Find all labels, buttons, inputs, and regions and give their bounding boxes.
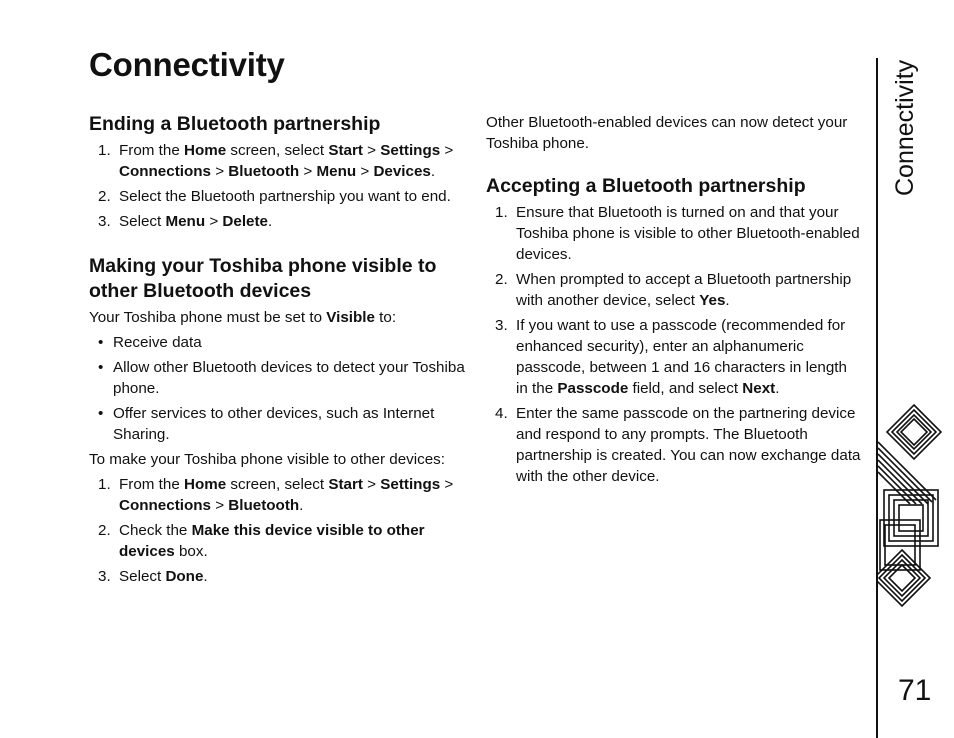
visible-step-3	[89, 566, 469, 587]
visible-intro	[89, 307, 469, 328]
text: Select	[119, 213, 166, 230]
text: >	[356, 163, 374, 180]
visible-step-2	[89, 520, 469, 562]
ui-term-bluetooth: Bluetooth	[228, 163, 300, 180]
ui-term-make-visible: Make this device visible to other devices	[119, 522, 425, 560]
text: >	[362, 476, 381, 493]
ending-step-3	[89, 211, 469, 232]
text: Select	[119, 568, 166, 585]
ui-term-settings: Settings	[380, 476, 441, 493]
text: When prompted to accept a Bluetooth partnership with another device, select	[516, 271, 852, 309]
step-number: 2.	[98, 188, 111, 205]
text: screen, select	[226, 476, 329, 493]
visible-steps	[89, 474, 469, 587]
ui-term-passcode: Passcode	[557, 380, 629, 397]
detect-note: Other Bluetooth-enabled devices can now detect your Toshiba phone.	[486, 114, 848, 152]
text: .	[299, 497, 304, 514]
ending-step-2	[89, 186, 469, 207]
text: From the	[119, 476, 184, 493]
ui-term-menu: Menu	[316, 163, 357, 180]
step-number: 1.	[98, 476, 111, 493]
text: Your Toshiba phone must be set to	[89, 309, 327, 326]
step-number: 3.	[495, 317, 508, 334]
text: .	[203, 568, 208, 585]
text: Receive data	[113, 334, 202, 351]
ui-term-visible: Visible	[326, 309, 375, 326]
text: Check the	[119, 522, 192, 539]
visible-step-1	[89, 474, 469, 516]
ending-steps	[89, 140, 469, 232]
step-number: 1.	[98, 142, 111, 159]
visible-bullets	[89, 332, 469, 445]
ui-term-next: Next	[742, 380, 776, 397]
accepting-step-1	[486, 202, 862, 265]
ui-term-menu: Menu	[165, 213, 206, 230]
text: If you want to use a passcode (recommended for enhanced security), enter an alphanumeric passcode, between 1 and 16 characters in length in the	[516, 317, 847, 397]
step-number: 2.	[495, 271, 508, 288]
heading-ending-partnership: Ending a Bluetooth partnership	[89, 113, 381, 135]
text: >	[210, 163, 229, 180]
margin-rule	[876, 58, 878, 738]
heading-accepting-partnership: Accepting a Bluetooth partnership	[486, 175, 806, 197]
text: .	[268, 213, 273, 230]
step-number: 4.	[495, 405, 508, 422]
text: Offer services to other devices, such as Internet Sharing.	[113, 405, 435, 443]
text: Select the Bluetooth partnership you want to end.	[119, 188, 451, 205]
text: >	[299, 163, 317, 180]
heading-make-visible: Making your Toshiba phone visible to other Bluetooth devices	[89, 255, 437, 302]
accepting-step-4	[486, 403, 862, 487]
step-number: 2.	[98, 522, 111, 539]
ui-term-delete: Delete	[222, 213, 268, 230]
step-number: 3.	[98, 568, 111, 585]
text: From the	[119, 142, 184, 159]
list-item	[89, 357, 469, 399]
text: >	[210, 497, 229, 514]
spacer	[89, 236, 469, 254]
to-make-visible: To make your Toshiba phone visible to other devices:	[89, 451, 445, 468]
page-title: Connectivity	[89, 46, 285, 83]
accepting-step-3	[486, 315, 862, 399]
text: >	[362, 142, 381, 159]
ui-term-settings: Settings	[380, 142, 441, 159]
ui-term-bluetooth: Bluetooth	[228, 497, 300, 514]
accepting-step-2	[486, 269, 862, 311]
ending-step-1	[89, 140, 469, 182]
ui-term-yes: Yes	[699, 292, 726, 309]
text: Enter the same passcode on the partnering device and respond to any prompts. The Bluetooth partnership is created. You can now exchange data with the other device.	[516, 405, 861, 485]
text: screen, select	[226, 142, 329, 159]
ui-term-start: Start	[328, 142, 363, 159]
ui-term-home: Home	[184, 476, 227, 493]
text: Allow other Bluetooth devices to detect your Toshiba phone.	[113, 359, 465, 397]
step-number: 3.	[98, 213, 111, 230]
ui-term-start: Start	[328, 476, 363, 493]
accepting-steps	[486, 202, 862, 487]
ui-term-home: Home	[184, 142, 227, 159]
bullet: •	[98, 334, 104, 351]
ui-term-done: Done	[165, 568, 204, 585]
step-number: 1.	[495, 204, 508, 221]
text: .	[430, 163, 436, 180]
text: .	[775, 380, 780, 397]
text: .	[725, 292, 730, 309]
text: >	[205, 213, 223, 230]
text: >	[440, 142, 454, 159]
left-column	[89, 112, 469, 591]
ui-term-devices: Devices	[373, 163, 431, 180]
page-number: 71	[898, 674, 932, 707]
list-item	[89, 403, 469, 445]
bullet: •	[98, 405, 104, 422]
text: >	[440, 476, 454, 493]
ui-term-connections: Connections	[119, 497, 211, 514]
decorative-diamond-pattern-icon	[876, 402, 946, 617]
bullet: •	[98, 359, 104, 376]
list-item	[89, 332, 469, 353]
text: box.	[174, 543, 208, 560]
text: to:	[374, 309, 397, 326]
text: field, and select	[628, 380, 743, 397]
ui-term-connections: Connections	[119, 163, 211, 180]
spacer	[486, 158, 862, 174]
section-tab-label: Connectivity	[891, 59, 919, 196]
right-column	[486, 112, 862, 491]
text: Ensure that Bluetooth is turned on and that your Toshiba phone is visible to other Bluetooth-enabled devices.	[516, 204, 860, 263]
